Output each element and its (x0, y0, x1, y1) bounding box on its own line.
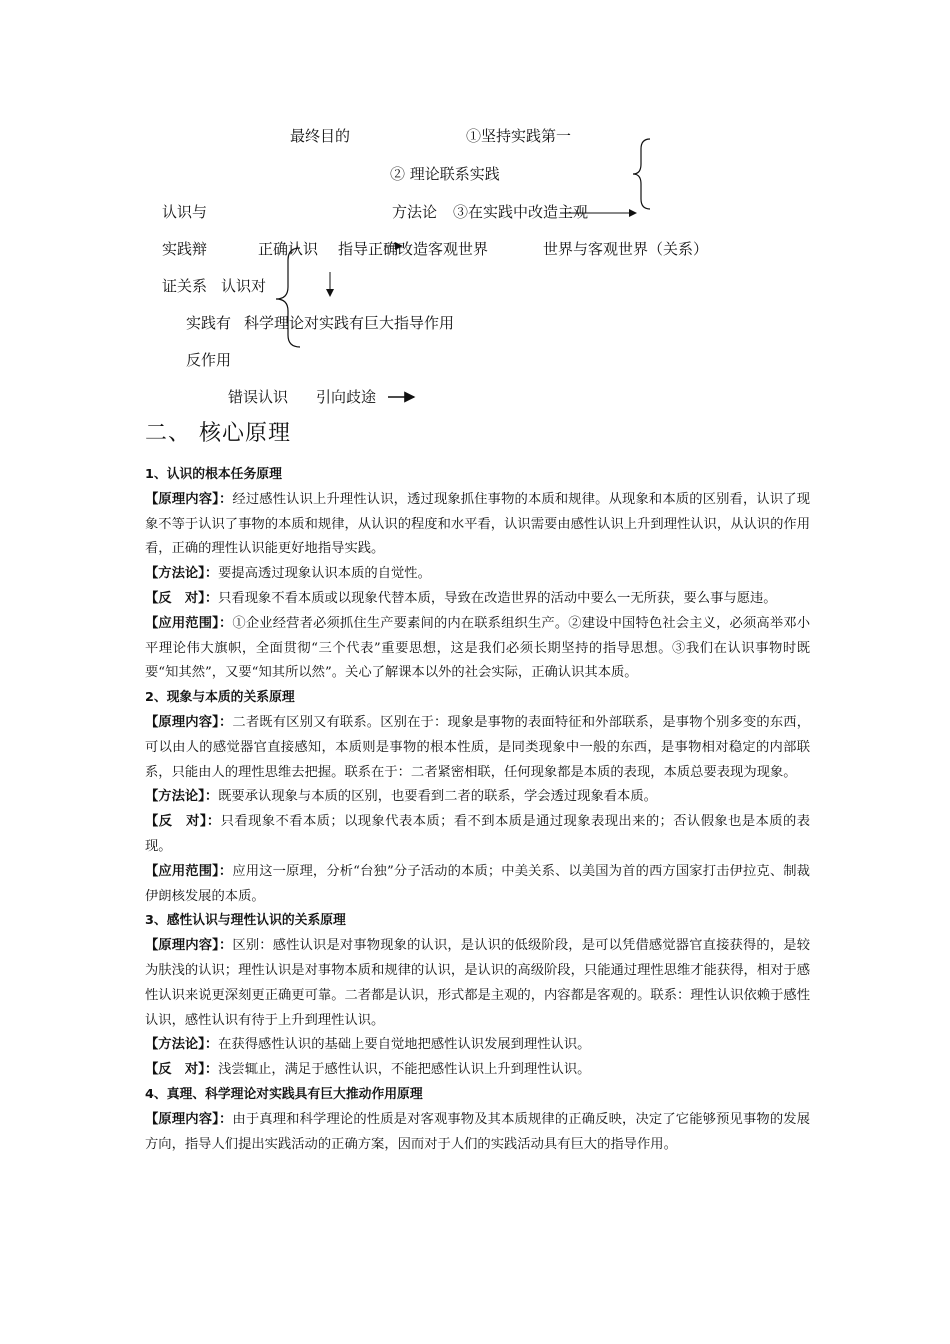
row-label: 【方法论】： (145, 566, 219, 582)
principle-row (145, 562, 810, 587)
row-text: 区别：感性认识是对事物现象的认识，是认识的低级阶段，是可以凭借感觉器官直接获得的，是较为肤浅的认识；理性认识是对事物本质和规律的认识，是认识的高级阶段，只能通过理性思维才能获得，相对于感性认识来说更深刻更正确更可靠。二者都是认识，形式都是主观的，内容都是客观的。联系：理性认识依赖于感性认识，感性认识有待于上升到理性认识。 (145, 938, 810, 1028)
diagram-item-3: ③在实践中改造主观 (453, 203, 589, 221)
principle-row (145, 1033, 810, 1058)
principle-row (145, 1058, 810, 1083)
principles-body (145, 463, 810, 1157)
row-label: 【反 对】： (145, 814, 221, 830)
row-label: 【方法论】： (145, 789, 219, 805)
diagram-counter-effect: 反作用 (186, 351, 232, 369)
principle-row (145, 860, 810, 910)
diagram-final-goal: 最终目的 (290, 127, 351, 145)
row-label: 【原理内容】： (145, 714, 233, 730)
diagram-dialectic-relation: 证关系 (162, 277, 208, 295)
diagram-item-1: ①坚持实践第一 (466, 127, 572, 145)
row-text: 应用这一原理，分析“台独”分子活动的本质；中美关系、以美国为首的西方国家打击伊拉克、制裁伊朗核发展的本质。 (145, 863, 810, 904)
diagram-world-relation: 世界与客观世界（关系） (543, 240, 709, 258)
row-text: 要提高透过现象认识本质的自觉性。 (218, 566, 431, 582)
row-label: 【应用范围】： (145, 863, 233, 879)
diagram-cognition-and: 认识与 (162, 203, 208, 221)
diagram-practice-has: 实践有 (186, 314, 232, 332)
row-label: 【反 对】： (145, 1062, 219, 1078)
principle-row (145, 711, 810, 785)
diagram-connectors (0, 0, 950, 420)
row-text: 由于真理和科学理论的性质是对客观事物及其本质规律的正确反映，决定了它能够预见事物的发展方向，指导人们提出实践活动的正确方案，因而对于人们的实践活动具有巨大的指导作用。 (145, 1111, 810, 1152)
principle-title: 4、真理、科学理论对实践具有巨大推动作用原理 (145, 1086, 423, 1102)
principle-row (145, 785, 810, 810)
right-brace (633, 139, 650, 209)
row-text: 只看现象不看本质或以现象代替本质，导致在改造世界的活动中要么一无所获，要么事与愿违。 (218, 590, 777, 606)
row-label: 【原理内容】： (145, 938, 233, 954)
row-text: 二者既有区别又有联系。区别在于：现象是事物的表面特征和外部联系，是事物个别多变的东西，可以由人的感觉器官直接感知，本质则是事物的根本性质，是同类现象中一般的东西，是事物相对稳定的内部联系，只能由人的理性思维去把握。联系在于：二者紧密相联，任何现象都是本质的表现，本质总要表现为现象。 (145, 714, 810, 780)
diagram-lead-astray: 引向歧途 (316, 388, 377, 406)
principle-row (145, 488, 810, 562)
principle-title: 3、感性认识与理性认识的关系原理 (145, 913, 346, 929)
row-label: 【应用范围】： (145, 615, 233, 631)
principle-row (145, 612, 810, 686)
row-text: 浅尝辄止，满足于感性认识，不能把感性认识上升到理性认识。 (218, 1062, 591, 1078)
principle-title: 2、现象与本质的关系原理 (145, 690, 295, 706)
principle-row (145, 934, 810, 1033)
principle-row (145, 1108, 810, 1158)
diagram-correct-cognition: 正确认识 (258, 240, 319, 258)
row-text: 既要承认现象与本质的区别，也要看到二者的联系，学会透过现象看本质。 (218, 789, 657, 805)
row-text: 只看现象不看本质；以现象代表本质；看不到本质是通过现象表现出来的；否认假象也是本质的表现。 (145, 814, 811, 854)
principle-title: 1、认识的根本任务原理 (145, 467, 282, 482)
row-label: 【方法论】： (145, 1037, 219, 1053)
diagram-item-2: ② 理论联系实践 (390, 165, 500, 183)
row-label: 【原理内容】： (145, 491, 233, 507)
row-text: ①企业经营者必须抓住生产要素间的内在联系组织生产。②建设中国特色社会主义，必须高举邓小平理论伟大旗帜，全面贯彻“三个代表”重要思想，这是我们必须长期坚持的指导思想。③我们在认识事物时既要“知其然”，又要“知其所以然”。关心了解课本以外的社会实际，正确认识其本质。 (145, 615, 810, 681)
section-heading: 二、 核心原理 (145, 421, 291, 446)
diagram-wrong-cognition: 错误认识 (228, 388, 289, 406)
diagram-scientific-theory: 科学理论对实践有巨大指导作用 (244, 314, 455, 332)
diagram-cognition-to: 认识对 (221, 277, 267, 295)
diagram-methodology: 方法论 (392, 203, 438, 221)
left-brace (276, 248, 300, 347)
diagram-practice-dialectic: 实践辩 (162, 240, 208, 258)
row-label: 【原理内容】： (145, 1111, 233, 1127)
row-text: 经过感性认识上升理性认识，透过现象抓住事物的本质和规律。从现象和本质的区别看，认识了现象不等于认识了事物的本质和规律，从认识的程度和水平看，认识需要由感性认识上升到理性认识，从认识的作用看，正确的理性认识能更好地指导实践。 (145, 491, 810, 557)
principle-row (145, 587, 810, 612)
diagram-guide-correct: 指导正确改造客观世界 (338, 240, 489, 258)
principle-row (145, 810, 810, 860)
row-label: 【反 对】： (145, 590, 219, 606)
row-text: 在获得感性认识的基础上要自觉地把感性认识发展到理性认识。 (218, 1037, 591, 1053)
